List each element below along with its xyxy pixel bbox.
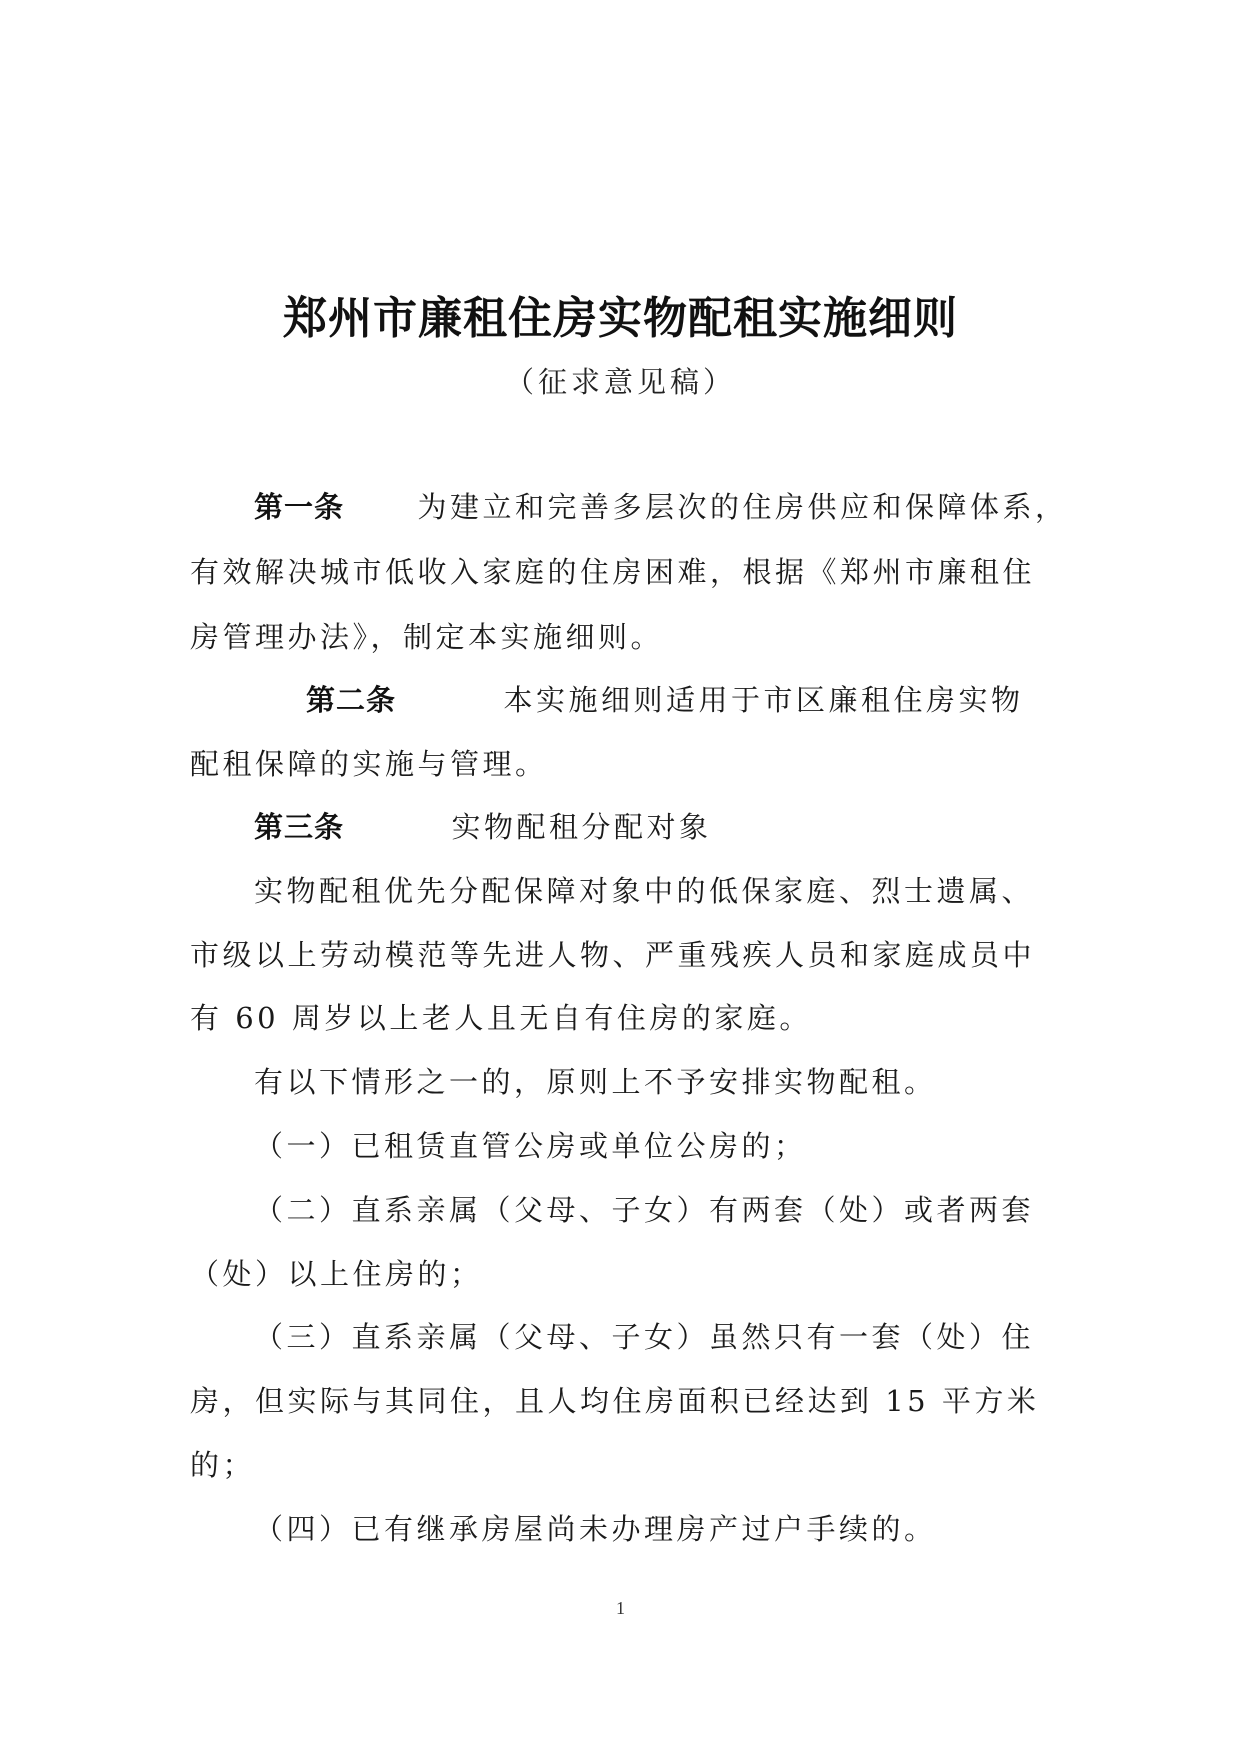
- article-1-label: 第一条: [254, 490, 345, 524]
- list-item-3-line-3: 的；: [190, 1448, 256, 1482]
- list-item-3-line-1: （三）直系亲属（父母、子女）虽然只有一套（处）住: [254, 1320, 1035, 1354]
- article-1-line-3: 房管理办法》，制定本实施细则。: [190, 620, 664, 654]
- article-3-label: 第三条: [254, 810, 345, 844]
- article-1-line-1: [254, 487, 1067, 527]
- article-3-para-1-line-3: 有 60 周岁以上老人且无自有住房的家庭。: [190, 1001, 812, 1035]
- list-item-2-line-1: （二）直系亲属（父母、子女）有两套（处）或者两套: [254, 1193, 1035, 1227]
- article-1-text: 为建立和完善多层次的住房供应和保障体系，: [417, 490, 1068, 524]
- article-1-line-2: 有效解决城市低收入家庭的住房困难，根据《郑州市廉租住: [190, 555, 1036, 589]
- article-3-heading: 实物配租分配对象: [451, 810, 712, 844]
- article-2-text: 本实施细则适用于市区廉租住房实物: [503, 683, 1024, 717]
- article-2-line-2: 配租保障的实施与管理。: [190, 747, 548, 781]
- article-3-heading-line: [254, 807, 711, 847]
- article-3-para-1-line-1: 实物配租优先分配保障对象中的低保家庭、烈士遗属、: [254, 874, 1035, 908]
- article-2-line-1: [306, 680, 1023, 720]
- article-2-label: 第二条: [306, 683, 397, 717]
- list-item-3-line-2: 房，但实际与其同住，且人均住房面积已经达到 15 平方米: [190, 1384, 1040, 1418]
- article-3-para-2: 有以下情形之一的，原则上不予安排实物配租。: [254, 1065, 937, 1099]
- document-subtitle: （征求意见稿）: [504, 365, 736, 399]
- list-item-4: （四）已有继承房屋尚未办理房产过户手续的。: [254, 1512, 937, 1546]
- page-number: 1: [616, 1598, 625, 1618]
- list-item-1: （一）已租赁直管公房或单位公房的；: [254, 1129, 807, 1163]
- document-title: 郑州市廉租住房实物配租实施细则: [283, 293, 958, 344]
- list-item-2-line-2: （处）以上住房的；: [190, 1257, 483, 1291]
- article-3-para-1-line-2: 市级以上劳动模范等先进人物、严重残疾人员和家庭成员中: [190, 938, 1036, 972]
